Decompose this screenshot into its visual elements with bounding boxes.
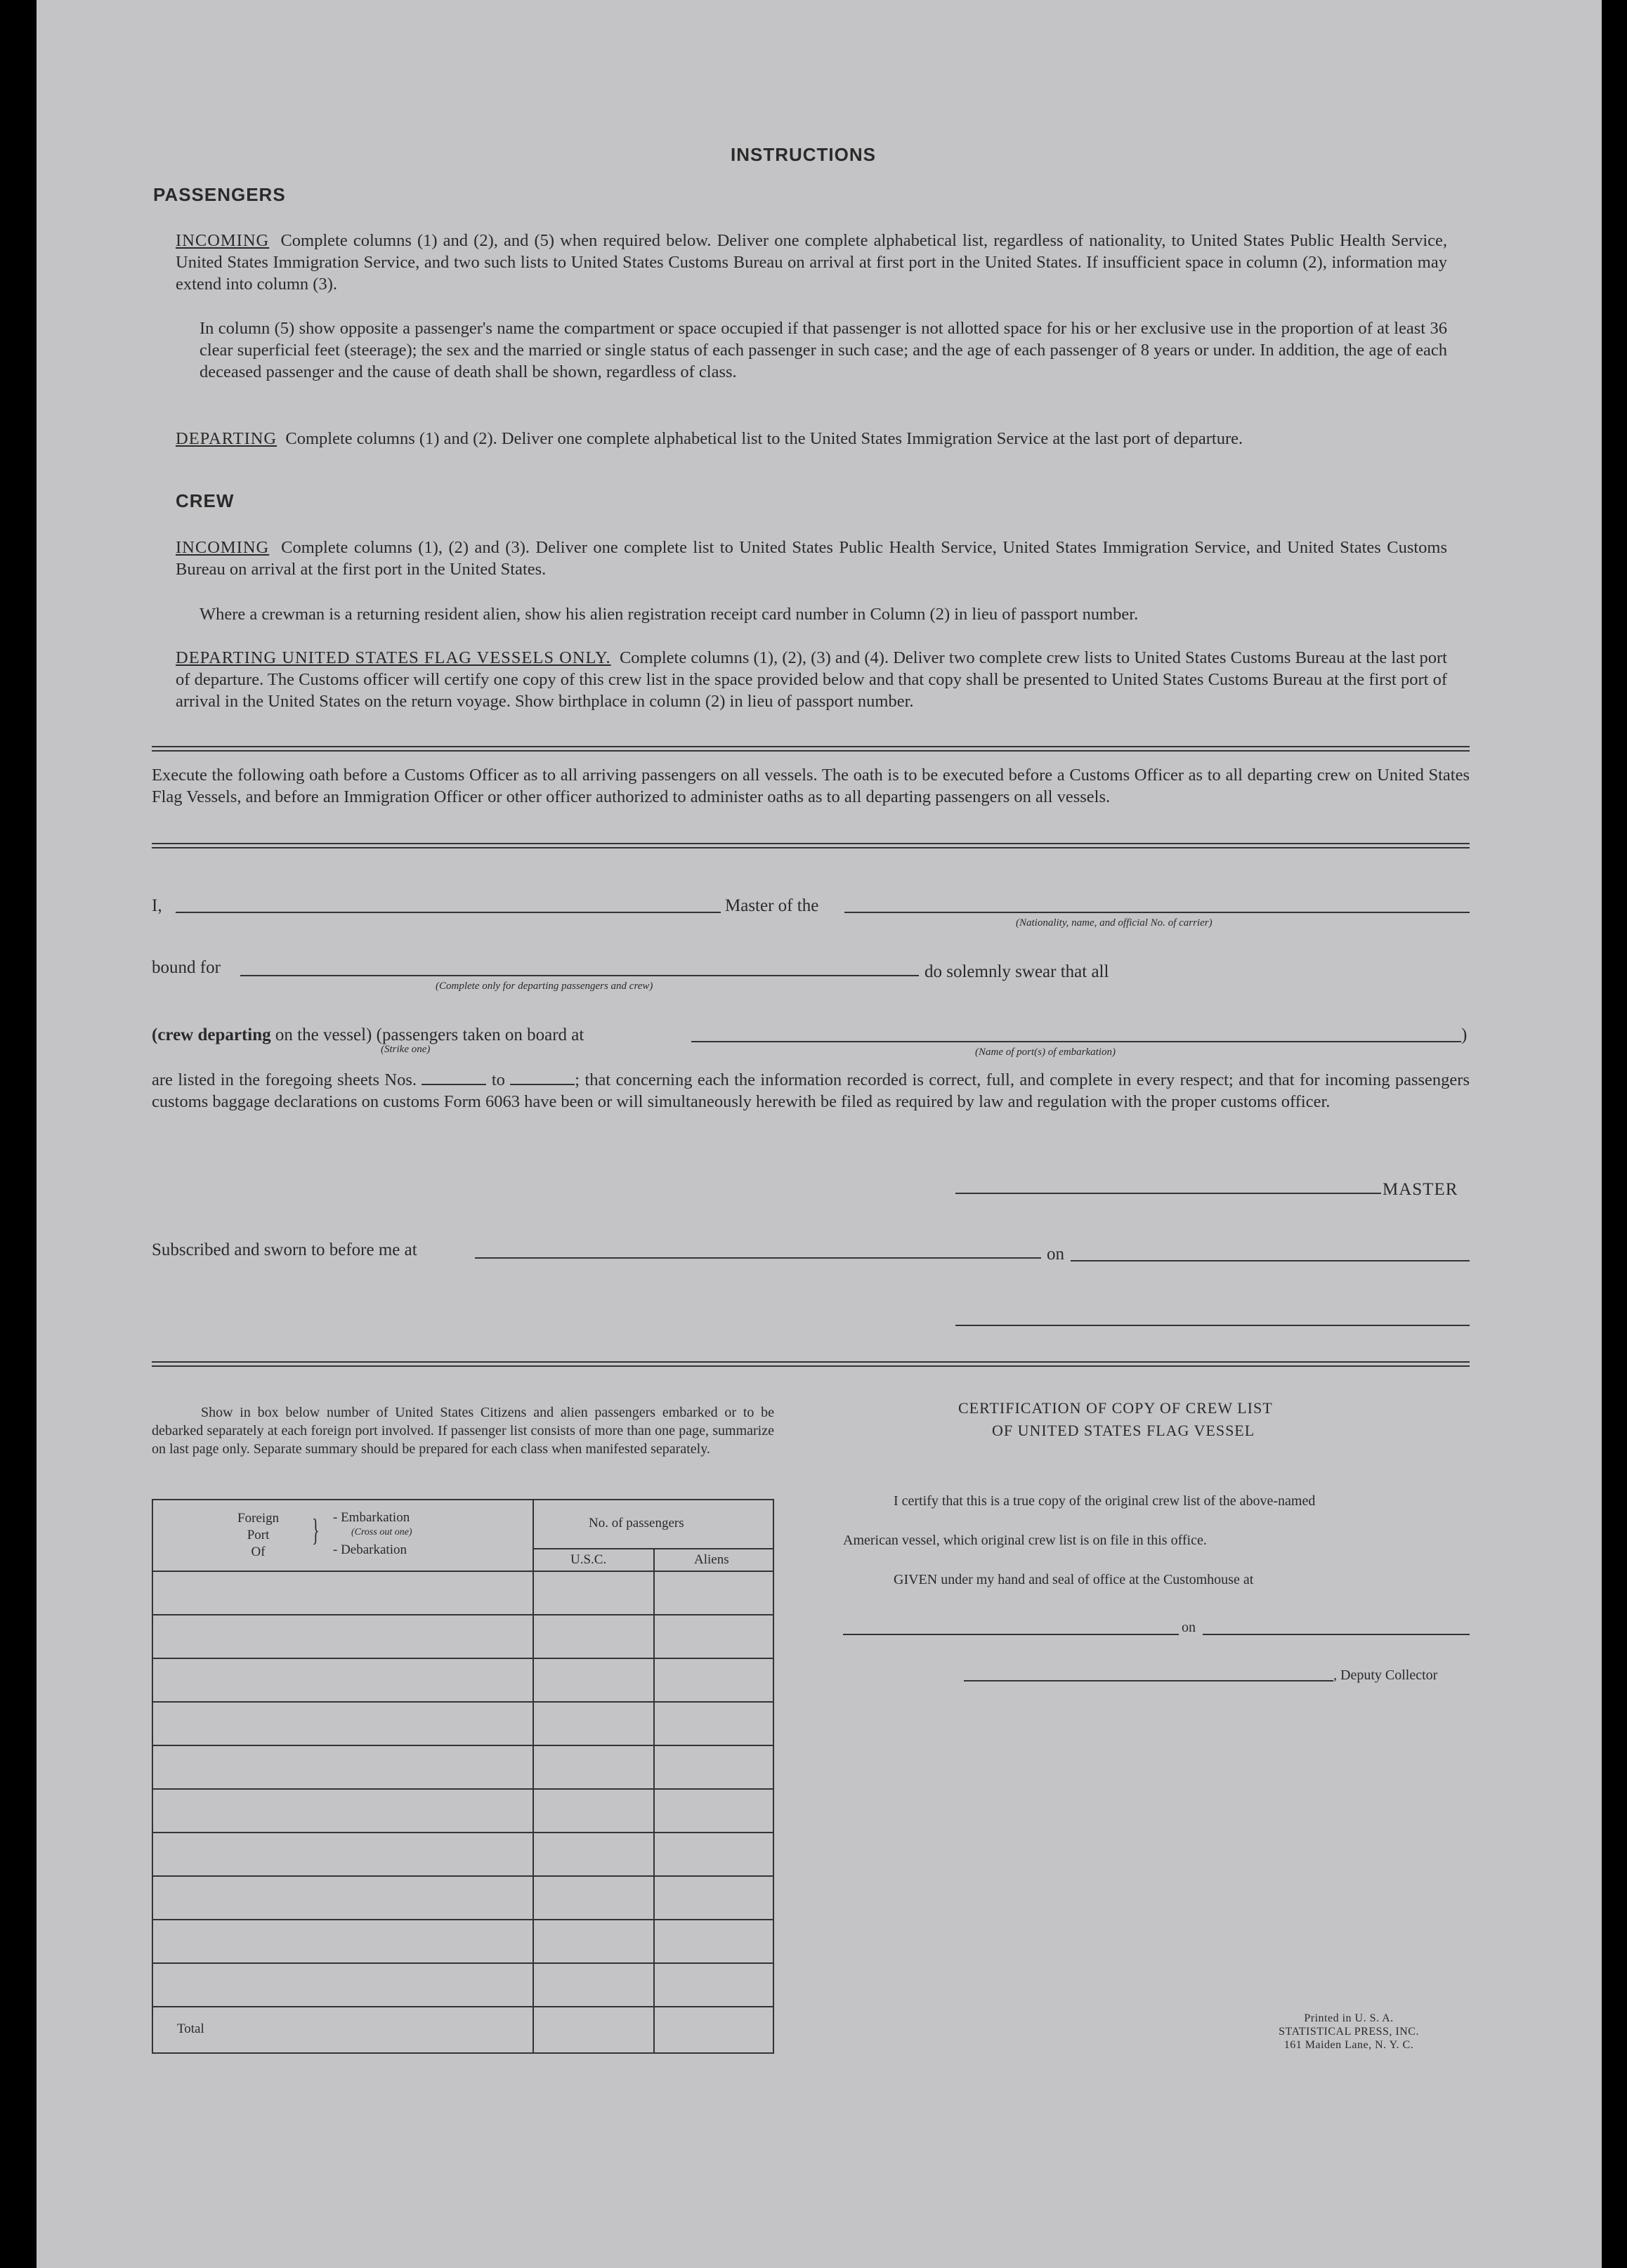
sworn-date-field[interactable] bbox=[1071, 1260, 1470, 1261]
sheets-to-label: to bbox=[491, 1070, 505, 1089]
crew-heading: CREW bbox=[176, 490, 235, 511]
passenger-summary-table bbox=[152, 1499, 774, 2054]
crew-incoming-label: INCOMING bbox=[176, 538, 270, 557]
certification-given-text: GIVEN under my hand and seal of office at the Customhouse at bbox=[894, 1572, 1254, 1587]
sworn-location-field[interactable] bbox=[475, 1257, 1041, 1259]
embarkation-option[interactable]: - Embarkation bbox=[333, 1510, 410, 1525]
total-label: Total bbox=[177, 2021, 204, 2036]
cross-out-caption: (Cross out one) bbox=[351, 1527, 412, 1538]
embarkation-ports-caption: (Name of port(s) of embarkation) bbox=[975, 1047, 1116, 1058]
close-paren: ) bbox=[1461, 1025, 1468, 1044]
certification-date-field[interactable] bbox=[1203, 1634, 1470, 1635]
section-divider bbox=[152, 843, 1470, 848]
sheets-paragraph bbox=[152, 1069, 1470, 1113]
carrier-caption: (Nationality, name, and official No. of carrier) bbox=[1016, 917, 1213, 929]
subscribed-label: Subscribed and sworn to before me at bbox=[152, 1240, 417, 1259]
passengers-incoming-label: INCOMING bbox=[176, 231, 270, 250]
passengers-departing-text: Complete columns (1) and (2). Deliver one complete alphabetical list to the United States Immigration Service at the last port of departure. bbox=[285, 429, 1243, 448]
crew-passengers-line bbox=[152, 1025, 584, 1045]
certification-title-line2: OF UNITED STATES FLAG VESSEL bbox=[992, 1422, 1255, 1439]
passengers-departing-paragraph bbox=[176, 428, 1447, 450]
foreign-port-label: Foreign Port Of bbox=[237, 1511, 280, 1559]
on-vessel-text: on the vessel) (passengers taken on board at bbox=[275, 1025, 584, 1044]
certification-text-line1: I certify that this is a true copy of the original crew list of the above-named bbox=[894, 1493, 1316, 1509]
sheets-prefix: are listed in the foregoing sheets Nos. bbox=[152, 1070, 417, 1089]
solemnly-swear-text: do solemnly swear that all bbox=[924, 962, 1109, 981]
deputy-collector-signature-field[interactable] bbox=[964, 1680, 1333, 1682]
page-title: INSTRUCTIONS bbox=[731, 144, 876, 165]
sheets-to-field[interactable] bbox=[510, 1071, 575, 1085]
crew-resident-paragraph: Where a crewman is a returning resident alien, show his alien registration receipt card number in Column (2) in lieu of passport number. bbox=[200, 605, 1139, 624]
master-label: MASTER bbox=[1383, 1180, 1458, 1199]
passengers-heading: PASSENGERS bbox=[153, 184, 286, 205]
passengers-column5-paragraph: In column (5) show opposite a passenger's name the compartment or space occupied if that passenger is not allotted space for his or her exclusive use in the proportion of at least 36 clear superficial feet (steerage); the sex and the married or single status of each passenger in such case; and the age of each passenger of 8 years or under. In addition, the age of each deceased passenger and the cause of death shall be shown, regardless of class. bbox=[200, 319, 1447, 381]
bound-for-label: bound for bbox=[152, 958, 221, 977]
certification-on-label: on bbox=[1182, 1620, 1196, 1635]
officer-signature-field[interactable] bbox=[955, 1325, 1470, 1326]
crew-departing-label: DEPARTING UNITED STATES FLAG VESSELS ONLY. bbox=[176, 648, 611, 667]
brace-icon: } bbox=[312, 1513, 320, 1547]
master-name-field[interactable] bbox=[176, 912, 721, 913]
crew-departing-paragraph bbox=[176, 647, 1447, 712]
passengers-incoming-text: Complete columns (1) and (2), and (5) when required below. Deliver one complete alphabetical list, regardless of nationality, to United States Public Health Service, United States Immigration Service, and two such lists to United States Customs Bureau on arrival at first port in the United States. If insufficient space in column (2), information may extend into column (3). bbox=[176, 231, 1448, 294]
strike-one-caption: (Strike one) bbox=[381, 1044, 431, 1055]
crew-incoming-paragraph bbox=[176, 537, 1447, 580]
passengers-departing-label: DEPARTING bbox=[176, 429, 277, 448]
debarkation-option[interactable]: - Debarkation bbox=[333, 1542, 407, 1557]
bound-for-field[interactable] bbox=[240, 975, 919, 976]
customhouse-field[interactable] bbox=[843, 1634, 1179, 1635]
master-of-the-label: Master of the bbox=[725, 896, 819, 915]
certification-title-line1: CERTIFICATION OF COPY OF CREW LIST bbox=[958, 1399, 1273, 1417]
usc-header: U.S.C. bbox=[570, 1552, 607, 1567]
bound-for-caption: (Complete only for departing passengers and crew) bbox=[436, 981, 653, 992]
section-divider bbox=[152, 1361, 1470, 1367]
master-signature-field[interactable] bbox=[955, 1193, 1381, 1194]
no-of-passengers-header: No. of passengers bbox=[589, 1516, 684, 1530]
section-divider bbox=[152, 746, 1470, 752]
embarkation-ports-field[interactable] bbox=[691, 1041, 1461, 1042]
oath-instruction: Execute the following oath before a Customs Officer as to all arriving passengers on all vessels. The oath is to be executed before a Customs Officer as to all departing crew on United States Flag Vessels, and before an Immigration Officer or other officer authorized to administer oaths as to all departing passengers on all vessels. bbox=[152, 766, 1470, 806]
passengers-incoming-paragraph bbox=[176, 230, 1447, 295]
sworn-on-label: on bbox=[1047, 1245, 1064, 1264]
summary-instruction: Show in box below number of United States Citizens and alien passengers embarked or to be debarked separately at each foreign port involved. If passenger list consists of more than one page, summarize on last page only. Separate summary should be prepared for each class when manifested separately. bbox=[152, 1405, 774, 1457]
printer-imprint: Printed in U. S. A. STATISTICAL PRESS, INC. 161 Maiden Lane, N. Y. C. bbox=[1279, 2012, 1419, 2051]
sheets-rest-text: ; that concerning each the information recorded is correct, full, and complete in every respect; and that for incoming passengers customs baggage declarations on customs Form 6063 have been or will simultaneously herewith be filed as required by law and regulation with the proper customs officer. bbox=[152, 1070, 1470, 1111]
oath-i-label: I, bbox=[152, 896, 162, 915]
certification-text-line2: American vessel, which original crew list is on file in this office. bbox=[843, 1533, 1207, 1548]
deputy-collector-label: , Deputy Collector bbox=[1333, 1667, 1438, 1683]
crew-departing-option[interactable]: (crew departing bbox=[152, 1025, 271, 1044]
sheets-from-field[interactable] bbox=[422, 1071, 486, 1085]
crew-departing-text: Complete columns (1), (2), (3) and (4). Deliver two complete crew lists to United States Customs Bureau at the last port of departure. The Customs officer will certify one copy of this crew list in the space provided below and that copy shall be presented to United States Customs Bureau at the first port of arrival in the United States on the return voyage. Show birthplace in column (2) in lieu of passport number. bbox=[176, 648, 1447, 711]
crew-incoming-text: Complete columns (1), (2) and (3). Deliver one complete list to United States Public Health Service, United States Immigration Service, and United States Customs Bureau on arrival at the first port in the United States. bbox=[176, 538, 1448, 579]
carrier-field[interactable] bbox=[844, 912, 1470, 913]
aliens-header: Aliens bbox=[694, 1552, 729, 1567]
